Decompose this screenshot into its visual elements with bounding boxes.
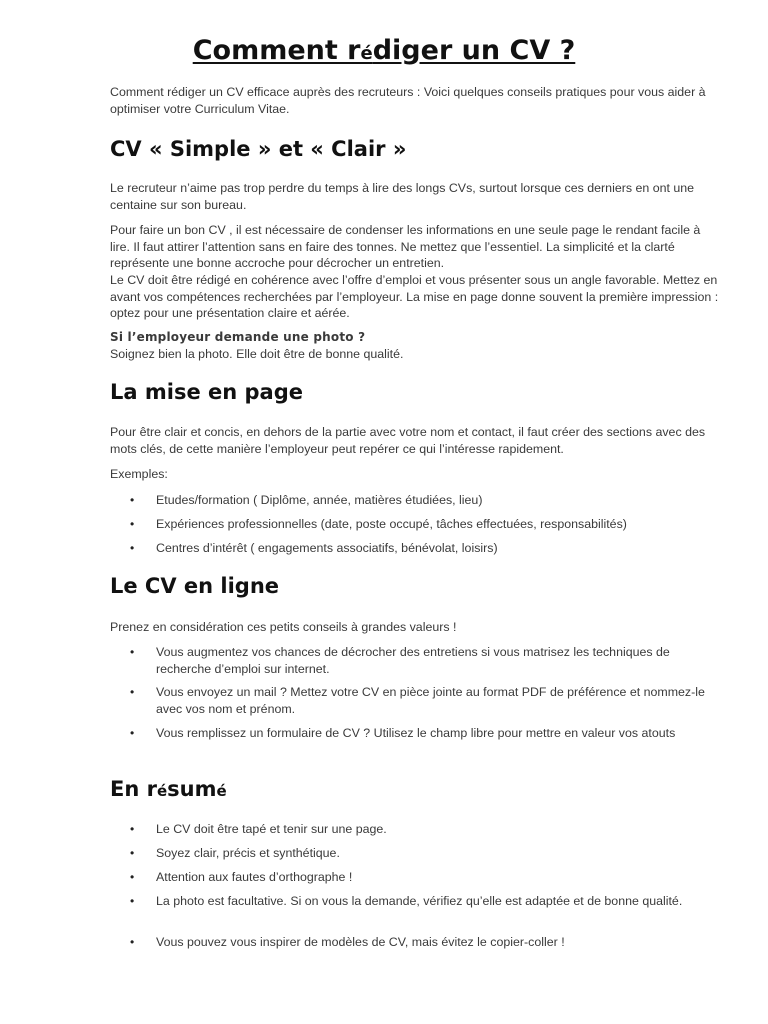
section-heading-simple-clair: CV « Simple » et « Clair » [110,137,407,161]
intro-paragraph: Comment rédiger un CV efficace auprès des recruteurs : Voici quelques conseils pratiques pour vous aider à optimiser votre Curriculum Vitae. [110,85,706,116]
examples-label: Exemples: [110,467,168,481]
section1-paragraph-1: Le recruteur n’aime pas trop perdre du temps à lire des longs CVs, surtout lorsque ces derniers en ont une centaine sur son bureau. [110,181,695,212]
list-item: • Vous remplissez un formulaire de CV ? Utilisez le champ libre pour mettre en valeur vos atouts [130,726,676,740]
section-heading-en-resume: En résumé [110,777,227,801]
bullet-icon: • [130,517,135,531]
section2-paragraph-1: Pour être clair et concis, en dehors de la partie avec votre nom et contact, il faut créer des sections avec des mots clés, de cette manière l’employeur peut repérer ce qui l’intéresse rapidement. [110,425,706,456]
photo-question: Si l’employeur demande une photo ? [110,330,366,344]
section1-paragraph-2: Pour faire un bon CV , il est nécessaire de condenser les informations en une seule page le rendant facile à lire. Il faut attirer l’attention sans en faire des tonnes. Ne mettez que l’essentiel. La simplicité et la clarté représente une bonne accroche pour décrocher un entretien. [110,223,701,270]
bullet-icon: • [130,493,135,507]
bullet-icon: • [130,685,135,699]
list-item: • Soyez clair, précis et synthétique. [130,846,340,860]
list-item: • Le CV doit être tapé et tenir sur une page. [130,822,387,836]
section1-paragraph-3: Le CV doit être rédigé en cohérence avec l’offre d’emploi et vous présenter sous un angle favorable. Mettez en avant vos compétences recherchées par l’employeur. La mise en page donne souvent la première impression : optez pour une présentation claire et aérée. [110,273,719,320]
list-item: • Vous augmentez vos chances de décrocher des entretiens si vous matrisez les techniques de recherche d’emploi sur internet. [130,645,670,676]
page-title: Comment rédiger un CV ? [192,35,576,66]
list-item: • Vous pouvez vous inspirer de modèles de CV, mais évitez le copier-coller ! [130,935,565,949]
bullet-icon: • [130,645,135,659]
photo-answer: Soignez bien la photo. Elle doit être de bonne qualité. [110,347,404,361]
section-heading-mise-en-page: La mise en page [110,380,303,404]
bullet-icon: • [130,541,135,555]
section3-paragraph-1: Prenez en considération ces petits conseils à grandes valeurs ! [110,620,457,634]
list-item: • Expériences professionnelles (date, poste occupé, tâches effectuées, responsabilités) [130,517,627,531]
section-heading-cv-en-ligne: Le CV en ligne [110,574,280,598]
list-item: • La photo est facultative. Si on vous la demande, vérifiez qu’elle est adaptée et de bonne qualité. [130,894,683,908]
list-item: • Etudes/formation ( Diplôme, année, matières étudiées, lieu) [130,493,483,507]
bullet-icon: • [130,935,135,949]
bullet-icon: • [130,846,135,860]
bullet-icon: • [130,822,135,836]
bullet-icon: • [130,726,135,740]
list-item: • Vous envoyez un mail ? Mettez votre CV en pièce jointe au format PDF de préférence et nommez-le avec vos nom et prénom. [130,685,705,716]
list-item: • Centres d’intérêt ( engagements associatifs, bénévolat, loisirs) [130,541,498,555]
bullet-icon: • [130,894,135,908]
list-item: • Attention aux fautes d’orthographe ! [130,870,353,884]
bullet-icon: • [130,870,135,884]
